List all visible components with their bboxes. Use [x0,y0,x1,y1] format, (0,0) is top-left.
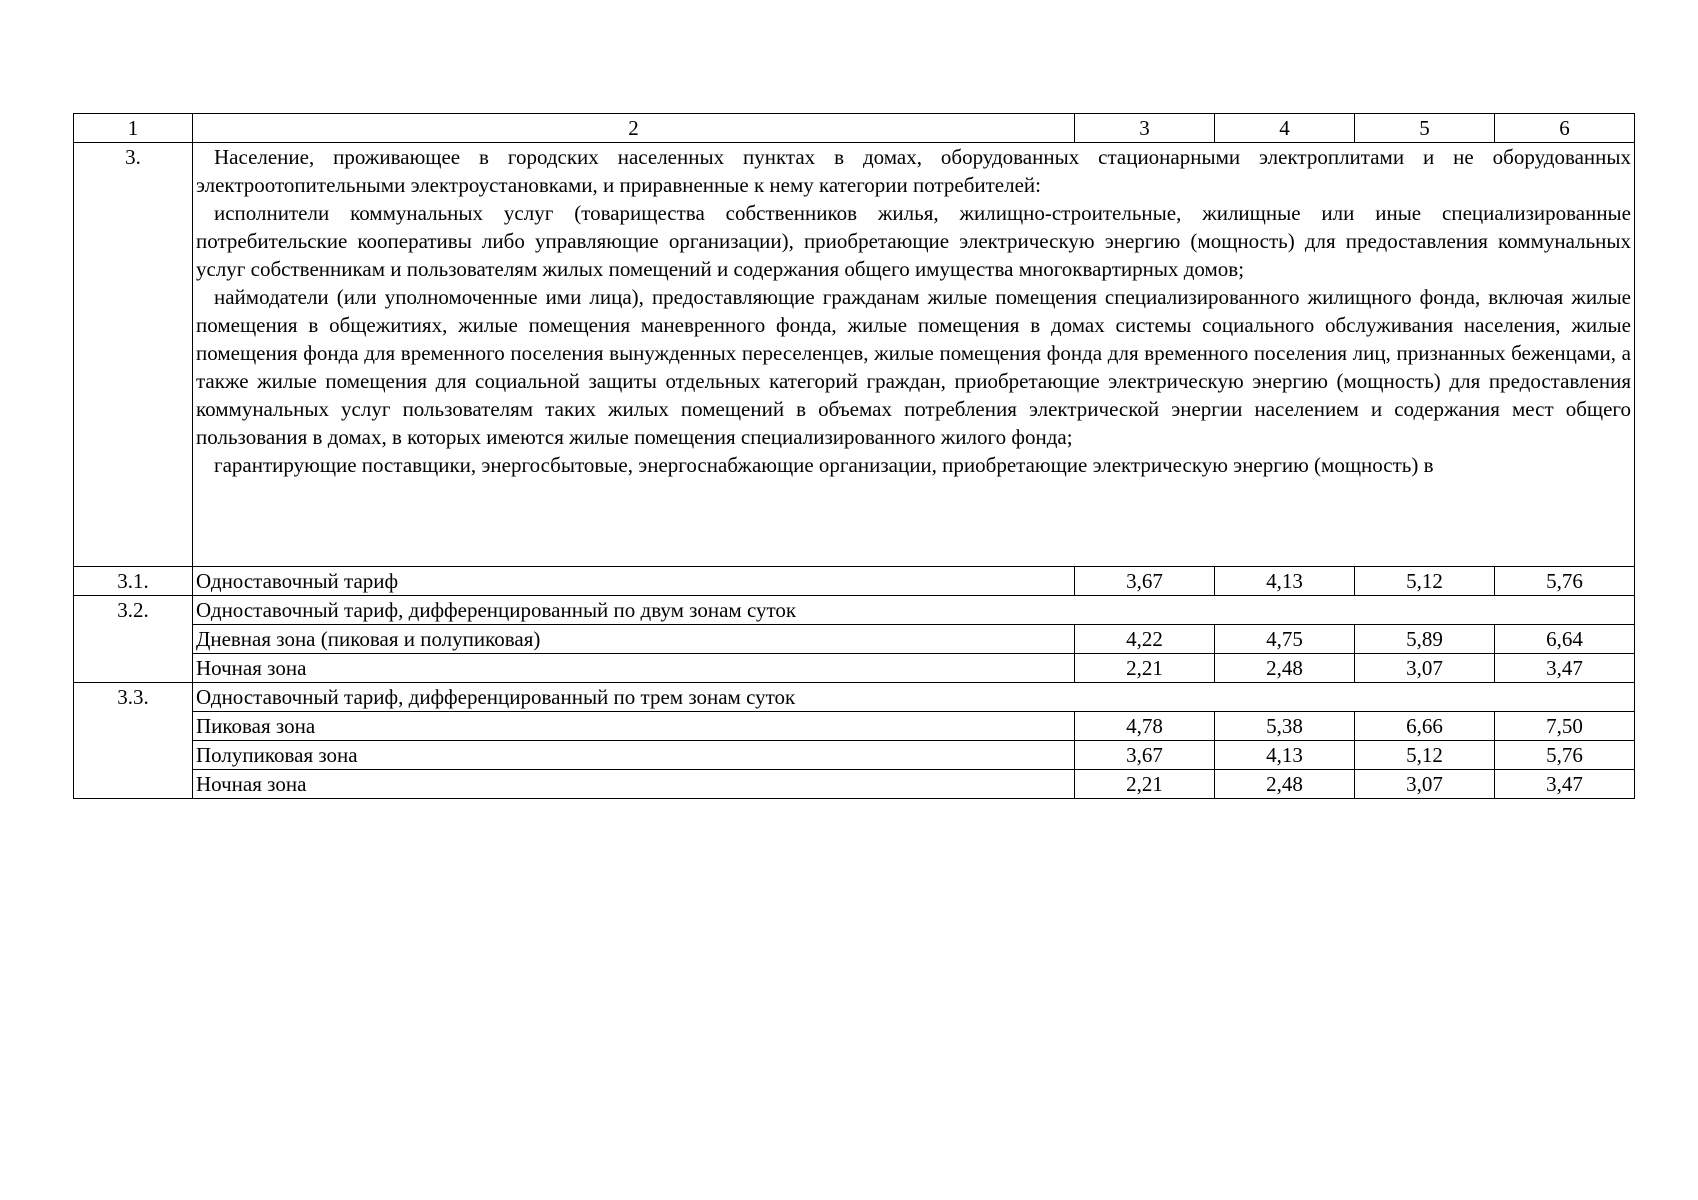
row-3-1-col3: 3,67 [1075,567,1215,596]
header-col-6: 6 [1495,114,1635,143]
row-3-1-label: Одноставочный тариф [193,567,1075,596]
row-3-3-halfpeak [74,741,1635,770]
section-3-paragraph: исполнители коммунальных услуг (товарищества собственников жилья, жилищно-строительные, жилищные или иные специализированные потребительские кооперативы либо управляющие организации), приобретающие электрическую энергию (мощность) для предоставления коммунальных услуг собственникам и пользователям жилых помещений и содержания общего имущества многоквартирных домов; [196,201,1631,281]
row-3-3-peak-col6: 7,50 [1495,712,1635,741]
row-3-2-night-col4: 2,48 [1215,654,1355,683]
row-3-3-night-col4: 2,48 [1215,770,1355,799]
row-3-2-day-col5: 5,89 [1355,625,1495,654]
row-3-2-number: 3.2. [74,596,193,683]
row-3-2-night-label: Ночная зона [193,654,1075,683]
row-3-3-halfpeak-col6: 5,76 [1495,741,1635,770]
section-3-paragraph: Население, проживающее в городских населенных пунктах в домах, оборудованных стационарными электроплитами и не оборудованных электроотопительными электроустановками, и приравненные к нему категории потребителей: [196,145,1631,197]
header-col-3: 3 [1075,114,1215,143]
row-3-3-night [74,770,1635,799]
row-3-2-day-col6: 6,64 [1495,625,1635,654]
row-3-2-night-col6: 3,47 [1495,654,1635,683]
section-3-number: 3. [74,143,193,567]
row-3-2-title [74,596,1635,625]
row-3-3-peak-col4: 5,38 [1215,712,1355,741]
row-3-3-title-text: Одноставочный тариф, дифференцированный по трем зонам суток [193,683,1635,712]
row-3-3-halfpeak-label: Полупиковая зона [193,741,1075,770]
row-3-2-day-label: Дневная зона (пиковая и полупиковая) [193,625,1075,654]
section-3-row [74,143,1635,567]
row-3-3-halfpeak-col3: 3,67 [1075,741,1215,770]
row-3-3-peak-col3: 4,78 [1075,712,1215,741]
row-3-3-peak [74,712,1635,741]
row-3-1-number: 3.1. [74,567,193,596]
row-3-2-day [74,625,1635,654]
header-col-1: 1 [74,114,193,143]
row-3-2-night-col5: 3,07 [1355,654,1495,683]
row-3-3-night-col3: 2,21 [1075,770,1215,799]
row-3-2-title-text: Одноставочный тариф, дифференцированный по двум зонам суток [193,596,1635,625]
row-3-1 [74,567,1635,596]
section-3-paragraph: наймодатели (или уполномоченные ими лица), предоставляющие гражданам жилые помещения специализированного жилищного фонда, включая жилые помещения в общежитиях, жилые помещения маневренного фонда, жилые помещения в домах системы социального обслуживания населения, жилые помещения фонда для временного поселения вынужденных переселенцев, жилые помещения фонда для временного поселения лиц, признанных беженцами, а также жилые помещения для социальной защиты отдельных категорий граждан, приобретающие электрическую энергию (мощность) для предоставления коммунальных услуг пользователям таких жилых помещений в объемах потребления электрической энергии населением и содержания мест общего пользования в домах, в которых имеются жилые помещения специализированного жилого фонда; [196,285,1631,449]
header-row [74,114,1635,143]
row-3-3-number: 3.3. [74,683,193,799]
row-3-1-col6: 5,76 [1495,567,1635,596]
row-3-1-col5: 5,12 [1355,567,1495,596]
row-3-3-halfpeak-col4: 4,13 [1215,741,1355,770]
row-3-3-night-col6: 3,47 [1495,770,1635,799]
row-3-2-day-col3: 4,22 [1075,625,1215,654]
header-col-5: 5 [1355,114,1495,143]
section-3-paragraph: гарантирующие поставщики, энергосбытовые, энергоснабжающие организации, приобретающие электрическую энергию (мощность) в [214,453,1434,477]
row-3-2-day-col4: 4,75 [1215,625,1355,654]
row-3-3-title [74,683,1635,712]
row-3-3-peak-label: Пиковая зона [193,712,1075,741]
row-3-3-peak-col5: 6,66 [1355,712,1495,741]
row-3-1-col4: 4,13 [1215,567,1355,596]
header-col-2: 2 [193,114,1075,143]
tariff-table [73,113,1635,799]
header-col-4: 4 [1215,114,1355,143]
row-3-3-night-col5: 3,07 [1355,770,1495,799]
row-3-2-night-col3: 2,21 [1075,654,1215,683]
row-3-2-night [74,654,1635,683]
row-3-3-night-label: Ночная зона [193,770,1075,799]
section-3-description [193,143,1635,567]
row-3-3-halfpeak-col5: 5,12 [1355,741,1495,770]
